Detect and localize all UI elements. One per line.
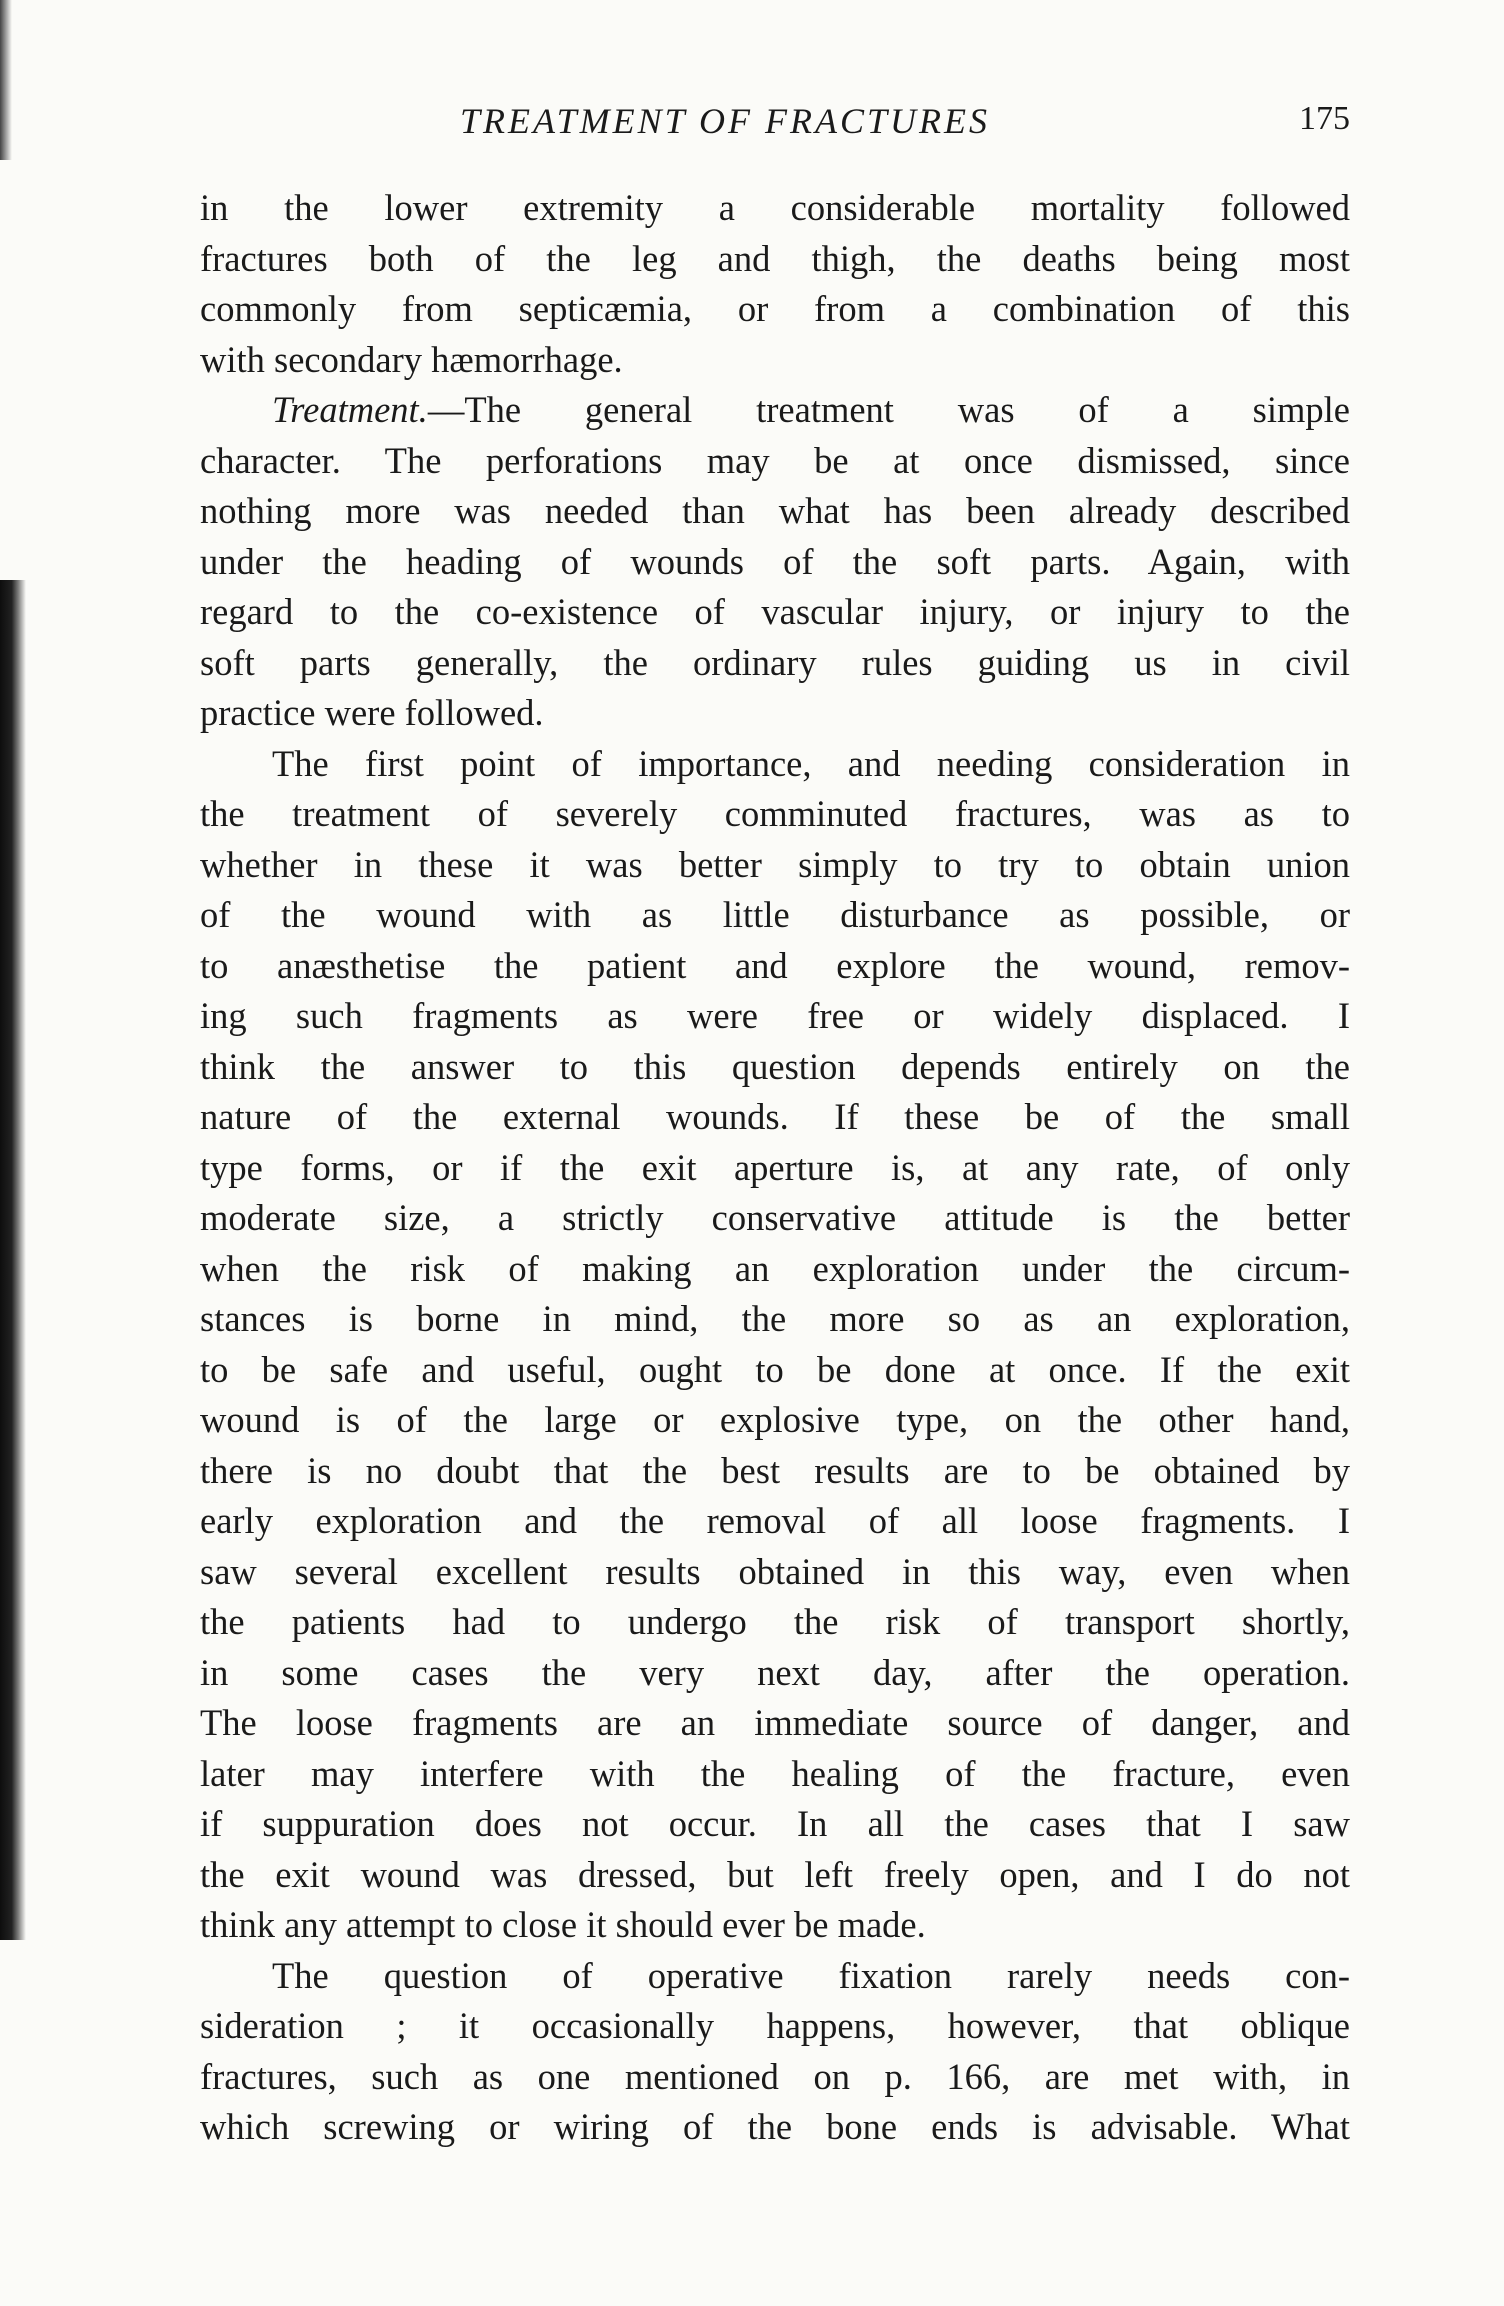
- text-line: sideration ; it occasionally happens, however, that oblique: [200, 2005, 1350, 2046]
- text-line: character. The perforations may be at once dismissed, since: [200, 439, 1350, 481]
- text-line: moderate size, a strictly conservative attitude is the better: [200, 1197, 1350, 1238]
- text-line: later may interfere with the healing of the fracture, even: [200, 1752, 1350, 1794]
- text-line: fractures, such as one mentioned on p. 166, are met with, in: [200, 2055, 1350, 2097]
- text-line: regard to the co-existence of vascular injury, or injury to the: [200, 591, 1350, 632]
- text-line: nature of the external wounds. If these be of the small: [200, 1096, 1350, 1137]
- text-line: whether in these it was better simply to try to obtain union: [200, 843, 1350, 885]
- text-line: the exit wound was dressed, but left freely open, and I do not: [200, 1853, 1350, 1895]
- text-line: early exploration and the removal of all loose fragments. I: [200, 1500, 1350, 1541]
- text-line: practice were followed.: [200, 692, 544, 733]
- text-line: to be safe and useful, ought to be done at once. If the exit: [200, 1348, 1350, 1390]
- text-line-continuation: —The general treatment was of a simple: [427, 389, 1350, 430]
- text-line: when the risk of making an exploration under the circum-: [200, 1247, 1350, 1289]
- text-line: think the answer to this question depends entirely on the: [200, 1045, 1350, 1087]
- text-line: saw several excellent results obtained in this way, even when: [200, 1550, 1350, 1592]
- text-line: to anæsthetise the patient and explore the wound, remov-: [200, 944, 1350, 986]
- text-line: with secondary hæmorrhage.: [200, 338, 623, 380]
- text-line: in the lower extremity a considerable mortality followed: [200, 187, 1350, 228]
- body-text: [200, 183, 1350, 2153]
- text-line: the treatment of severely comminuted fractures, was as to: [200, 793, 1350, 834]
- text-line: The first point of importance, and needing consideration in: [272, 742, 1350, 784]
- page-header: [200, 100, 1350, 150]
- scan-edge-shadow-top: [0, 0, 12, 160]
- running-title: TREATMENT OF FRACTURES: [460, 101, 991, 141]
- text-line: the patients had to undergo the risk of transport shortly,: [200, 1601, 1350, 1642]
- text-line: soft parts generally, the ordinary rules guiding us in civil: [200, 641, 1350, 683]
- text-line: fractures both of the leg and thigh, the deaths being most: [200, 237, 1350, 279]
- text-line: in some cases the very next day, after the operation.: [200, 1651, 1350, 1693]
- text-line: think any attempt to close it should ever be made.: [200, 1904, 926, 1945]
- text-line: The loose fragments are an immediate source of danger, and: [200, 1702, 1350, 1743]
- page-number: 175: [1299, 100, 1350, 137]
- text-line: stances is borne in mind, the more so as an exploration,: [200, 1298, 1350, 1339]
- text-line: of the wound with as little disturbance as possible, or: [200, 894, 1350, 935]
- text-line: if suppuration does not occur. In all the cases that I saw: [200, 1803, 1350, 1844]
- text-line: type forms, or if the exit aperture is, at any rate, of only: [200, 1146, 1350, 1188]
- text-line: The question of operative fixation rarely needs con-: [272, 1954, 1350, 1996]
- text-line: wound is of the large or explosive type, on the other hand,: [200, 1399, 1350, 1440]
- section-heading-treatment: Treatment.: [272, 389, 428, 430]
- text-line: commonly from septicæmia, or from a combination of this: [200, 288, 1350, 329]
- text-line: there is no doubt that the best results are to be obtained by: [200, 1449, 1350, 1491]
- text-line: ing such fragments as were free or widely displaced. I: [200, 995, 1350, 1036]
- text-line: which screwing or wiring of the bone ends is advisable. What: [200, 2106, 1350, 2147]
- text-line: nothing more was needed than what has been already described: [200, 490, 1350, 531]
- text-line: under the heading of wounds of the soft parts. Again, with: [200, 540, 1350, 582]
- scan-binding-shadow: [0, 580, 26, 1940]
- text-line: [200, 385, 1350, 436]
